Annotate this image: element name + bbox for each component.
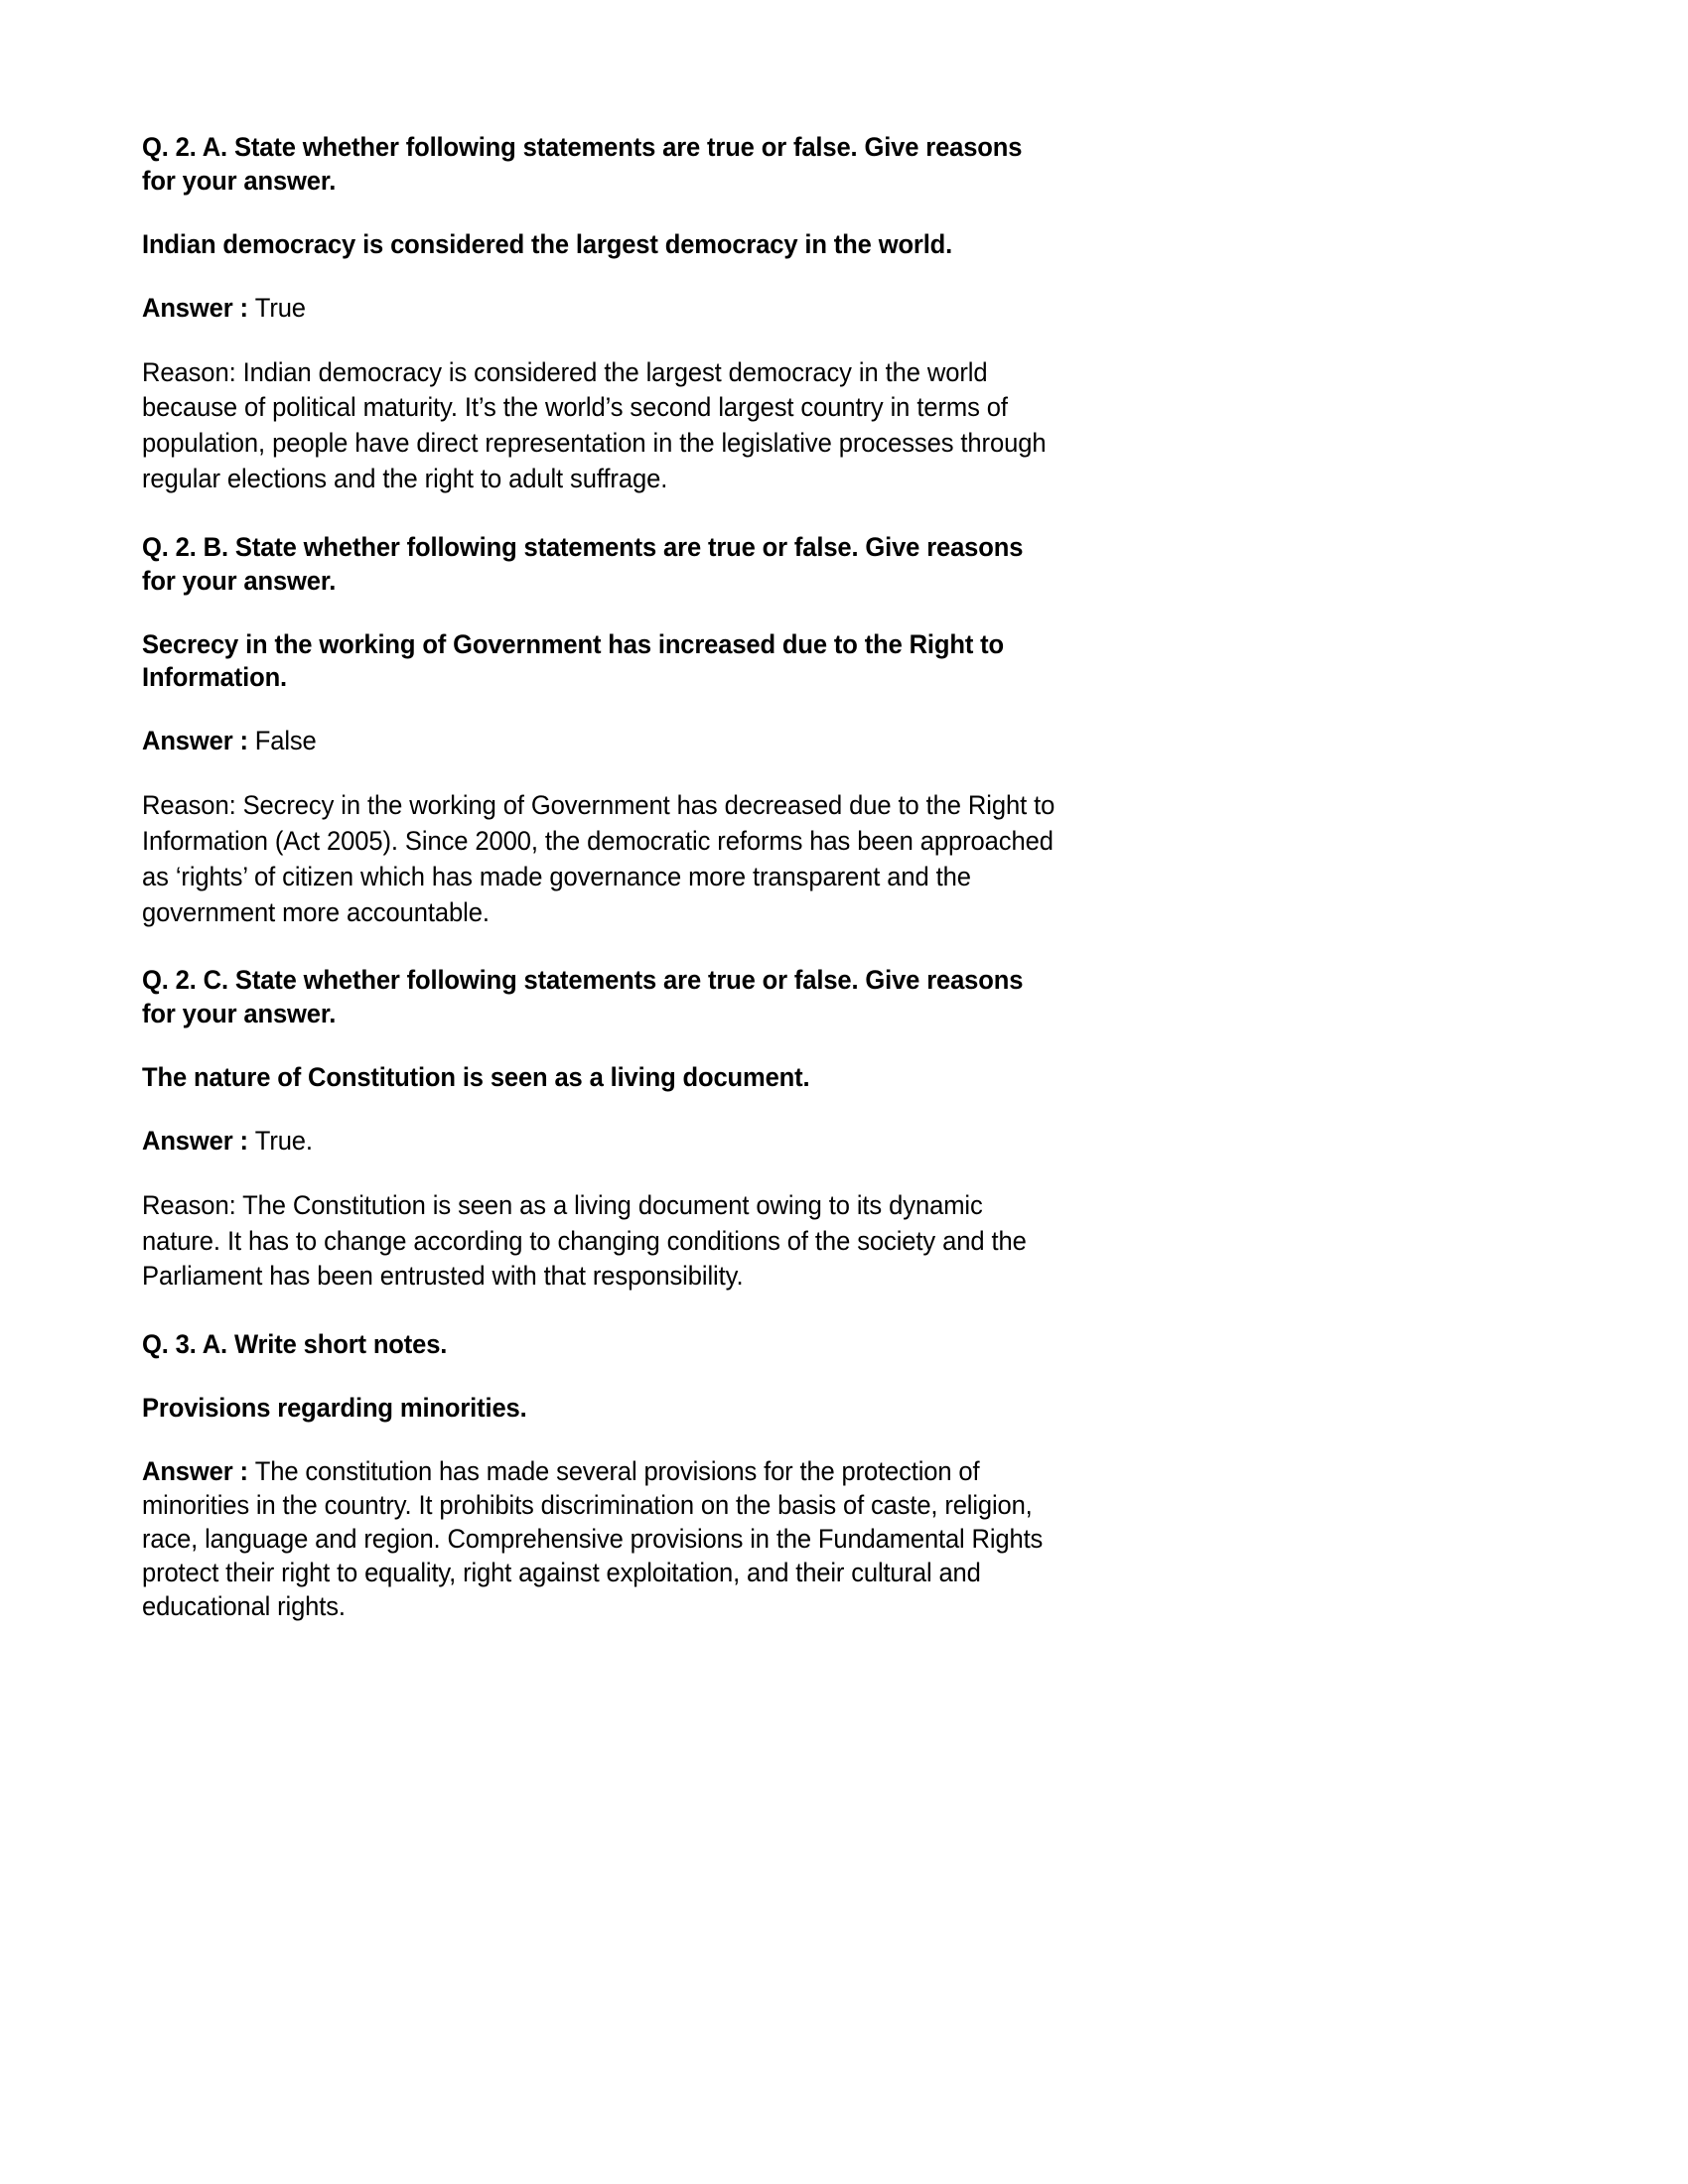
answer-line-q2a — [142, 292, 1055, 326]
question-heading-q3a: Q. 3. A. Write short notes. — [142, 1329, 448, 1360]
question-heading-q2b: Q. 2. B. State whether following statements are true or false. Give reasons for your answer. — [142, 531, 1024, 596]
question-heading-q2c: Q. 2. C. State whether following statements are true or false. Give reasons for your answer. — [142, 965, 1024, 1029]
statement-q2c: The nature of Constitution is seen as a living document. — [142, 1062, 810, 1093]
reason-paragraph-q2a: Reason: Indian democracy is considered the largest democracy in the world because of political maturity. It’s the world’s second largest country in terms of population, people have direct representation in the legislative processes through regular elections and the right to adult suffrage. — [142, 356, 1047, 493]
question-heading-q2a: Q. 2. A. State whether following statements are true or false. Give reasons for your answer. — [142, 132, 1023, 196]
answer-value-q2c: True. — [254, 1126, 313, 1156]
answer-label-q3a: Answer : — [142, 1456, 255, 1487]
document-body — [142, 131, 1055, 1654]
answer-line-q3a — [142, 1455, 1055, 1624]
statement-q3a: Provisions regarding minorities. — [142, 1393, 527, 1424]
answer-label-q2c: Answer : — [142, 1126, 255, 1156]
reason-paragraph-q2b: Reason: Secrecy in the working of Government has decreased due to the Right to Information (Act 2005). Since 2000, the democratic reforms has been approached as ‘rights’ of citizen which has made governance more transparent and the government more accountable. — [142, 790, 1055, 927]
statement-q2a: Indian democracy is considered the largest democracy in the world. — [142, 228, 953, 259]
answer-line-q2b — [142, 725, 1055, 758]
statement-q2b: Secrecy in the working of Government has increased due to the Right to Information. — [142, 628, 1005, 693]
answer-value-q2a: True — [254, 292, 306, 323]
answer-line-q2c — [142, 1125, 1055, 1159]
answer-value-q2b: False — [254, 726, 317, 756]
answer-value-q3a: The constitution has made several provisions for the protection of minorities in the country. It prohibits discrimination on the basis of caste, religion, race, language and region. Comprehensive provisions in the Fundamental Rights protect their right to equality, right against exploitation, and their cultural and educational rights. — [142, 1456, 1044, 1621]
reason-paragraph-q2c: Reason: The Constitution is seen as a living document owing to its dynamic nature. It has to change according to changing conditions of the society and the Parliament has been entrusted with that responsibility. — [142, 1189, 1027, 1292]
answer-label-q2a: Answer : — [142, 292, 255, 323]
answer-label-q2b: Answer : — [142, 726, 255, 756]
